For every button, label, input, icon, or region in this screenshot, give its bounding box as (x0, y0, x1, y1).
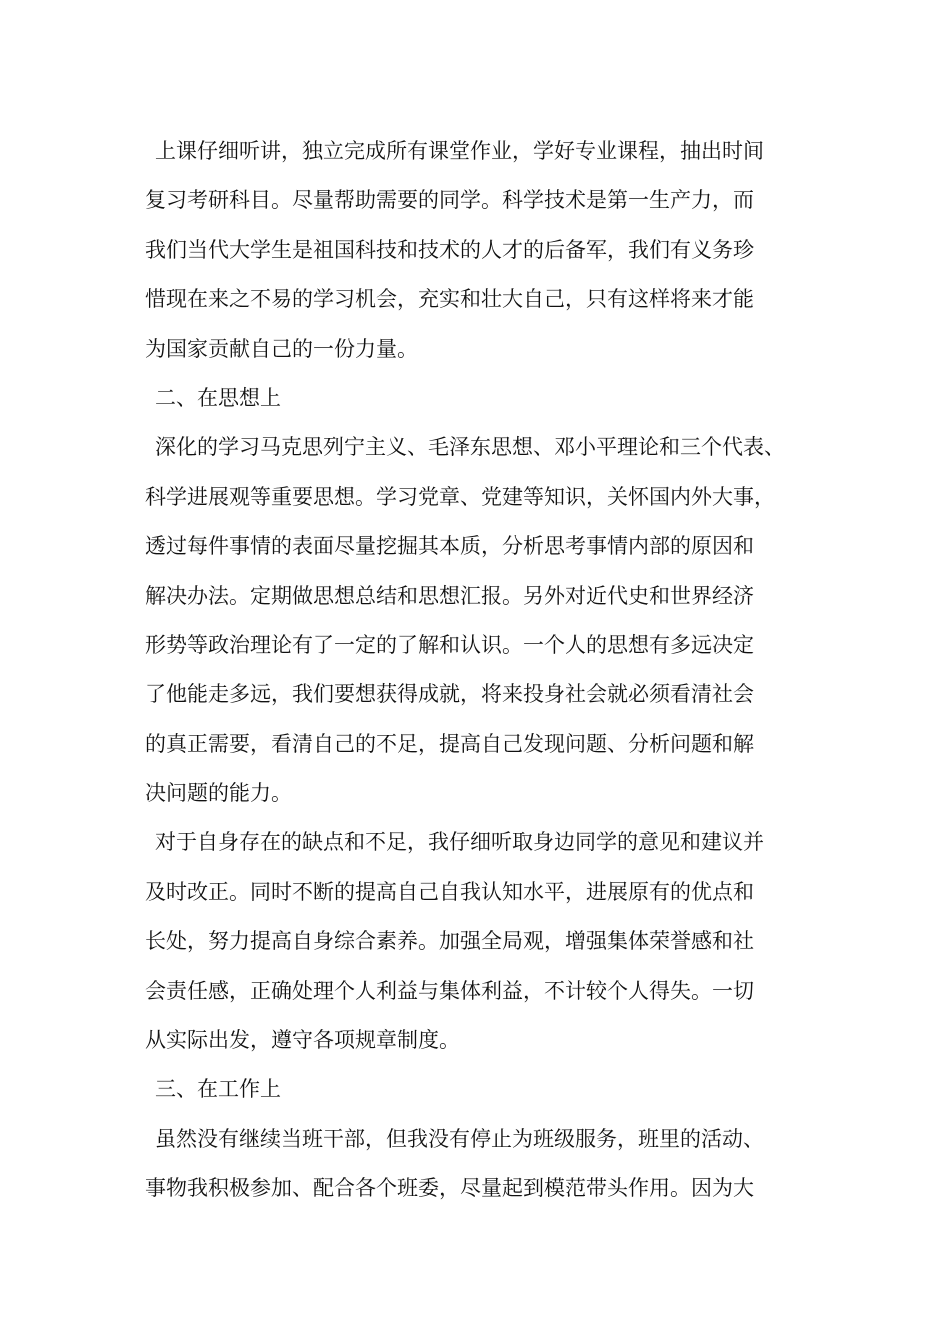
text-line: 了他能走多远，我们要想获得成就，将来投身社会就必须看清社会 (145, 682, 754, 707)
text-line: 虽然没有继续当班干部，但我没有停止为班级服务，班里的活动、 (155, 1126, 764, 1151)
text-line: 形势等政治理论有了一定的了解和认识。一个人的思想有多远决定 (145, 632, 754, 657)
text-line: 惜现在来之不易的学习机会，充实和壮大自己，只有这样将来才能 (145, 287, 754, 312)
text-line: 科学进展观等重要思想。学习党章、党建等知识，关怀国内外大事， (145, 484, 775, 509)
section-heading: 三、在工作上 (155, 1077, 281, 1102)
text-line: 为国家贡献自己的一份力量。 (145, 336, 418, 361)
text-line: 事物我积极参加、配合各个班委，尽量起到模范带头作用。因为大 (145, 1176, 754, 1201)
text-line: 长处，努力提高自身综合素养。加强全局观，增强集体荣誉感和社 (145, 929, 754, 954)
text-line: 及时改正。同时不断的提高自己自我认知水平，进展原有的优点和 (145, 879, 754, 904)
text-line: 对于自身存在的缺点和不足，我仔细听取身边同学的意见和建议并 (155, 830, 764, 855)
text-line: 透过每件事情的表面尽量挖掘其本质，分析思考事情内部的原因和 (145, 534, 754, 559)
text-line: 决问题的能力。 (145, 781, 292, 806)
text-line: 深化的学习马克思列宁主义、毛泽东思想、邓小平理论和三个代表、 (155, 435, 785, 460)
document-body (145, 127, 830, 1214)
text-line: 复习考研科目。尽量帮助需要的同学。科学技术是第一生产力，而 (145, 188, 754, 213)
text-line: 上课仔细听讲，独立完成所有课堂作业，学好专业课程，抽出时间 (155, 139, 764, 163)
text-line: 解决办法。定期做思想总结和思想汇报。另外对近代史和世界经济 (145, 583, 754, 608)
text-line: 会责任感，正确处理个人利益与集体利益，不计较个人得失。一切 (145, 978, 754, 1003)
text-line: 我们当代大学生是祖国科技和技术的人才的后备军，我们有义务珍 (145, 237, 754, 262)
text-line: 的真正需要，看清自己的不足，提高自己发现问题、分析问题和解 (145, 731, 754, 756)
text-line: 从实际出发，遵守各项规章制度。 (145, 1028, 460, 1053)
section-heading: 二、在思想上 (155, 385, 281, 410)
